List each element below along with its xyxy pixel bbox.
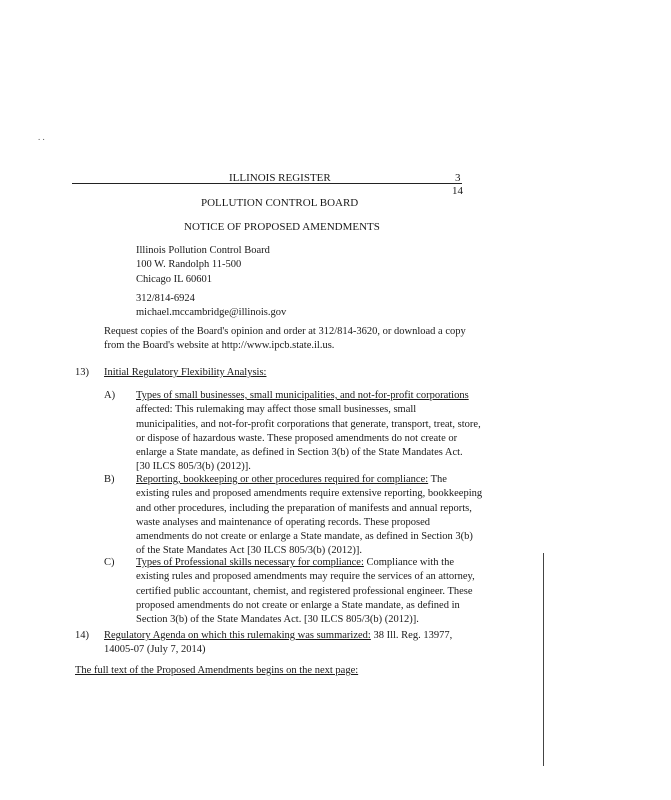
item-a-text <box>136 389 481 475</box>
request-copies-paragraph <box>104 325 466 354</box>
address-line: Chicago IL 60601 <box>136 273 213 285</box>
item-b-line: amendments do not create or enlarge a State mandate, as defined in Section 3(b) <box>136 531 473 543</box>
item-a-line: or dispose of hazardous waste. These proposed amendments do not create or <box>136 432 458 444</box>
request-line: from the Board's website at http://www.ipcb.state.il.us. <box>104 340 335 352</box>
item-a-heading: Types of small businesses, small municipalities, and not-for-profit corporations <box>136 390 469 401</box>
item-a-line: affected: This rulemaking may affect those small businesses, small <box>136 404 417 416</box>
item-c-heading-rest: Compliance with the <box>363 557 454 568</box>
item-c-line: existing rules and proposed amendments may require the services of an attorney, <box>136 571 475 583</box>
contact-email: michael.mccambridge@illinois.gov <box>136 307 287 319</box>
header-rule <box>72 183 462 184</box>
item-a-line: municipalities, and not-for-profit corporations that generate, transport, treat, store, <box>136 418 481 430</box>
section-14-number: 14) <box>75 630 89 641</box>
item-b-line: waste analyses and maintenance of operating records. These proposed <box>136 516 430 528</box>
item-b-heading-line <box>136 473 482 487</box>
item-c-text <box>136 556 475 627</box>
agency-title: POLLUTION CONTROL BOARD <box>201 197 359 209</box>
item-c-heading: Types of Professional skills necessary for compliance: <box>136 557 364 568</box>
item-b-line: of the State Mandates Act [30 ILCS 805/3(b) (2012)]. <box>136 545 362 557</box>
section-14-line2: 14005-07 (July 7, 2014) <box>104 644 206 656</box>
scan-marks: . . <box>38 132 45 142</box>
item-b-line: and other procedures, including the preparation of manifests and annual reports, <box>136 502 472 514</box>
contact-block <box>136 292 286 321</box>
item-a-letter: A) <box>104 390 116 401</box>
item-c-heading-line <box>136 556 475 570</box>
item-c-line: proposed amendments do not create or enlarge a State mandate, as defined in <box>136 599 460 611</box>
contact-phone: 312/814-6924 <box>136 293 195 304</box>
issue-number: 14 <box>452 185 463 197</box>
address-line: 100 W. Randolph 11-500 <box>136 259 242 271</box>
footer-note: The full text of the Proposed Amendments begins on the next page: <box>75 665 359 676</box>
item-c-letter: C) <box>104 557 115 568</box>
item-c-line: Section 3(b) of the State Mandates Act. [30 ILCS 805/3(b) (2012)]. <box>136 614 419 626</box>
item-b-text <box>136 473 482 559</box>
section-13-number: 13) <box>75 367 89 378</box>
notice-title: NOTICE OF PROPOSED AMENDMENTS <box>184 221 380 233</box>
revision-bar <box>543 553 544 766</box>
section-13-title: Initial Regulatory Flexibility Analysis: <box>104 367 267 378</box>
address-line: Illinois Pollution Control Board <box>136 245 270 256</box>
item-b-heading-rest: The <box>428 474 447 485</box>
register-title: ILLINOIS REGISTER <box>229 172 331 184</box>
section-14-rest: 38 Ill. Reg. 13977, <box>370 630 453 641</box>
item-b-line: existing rules and proposed amendments require extensive reporting, bookkeeping <box>136 488 483 500</box>
section-14-heading-line <box>104 629 452 643</box>
item-b-heading: Reporting, bookkeeping or other procedures required for compliance: <box>136 474 429 485</box>
request-line: Request copies of the Board's opinion and order at 312/814-3620, or download a copy <box>104 326 466 337</box>
section-14-title: Regulatory Agenda on which this rulemaking was summarized: <box>104 630 371 641</box>
item-a-line: enlarge a State mandate, as defined in Section 3(b) of the State Mandates Act. <box>136 447 463 459</box>
page-number: 3 <box>455 172 461 184</box>
item-a-line: [30 ILCS 805/3(b) (2012)]. <box>136 461 251 473</box>
item-c-line: certified public accountant, chemist, and registered professional engineer. These <box>136 585 473 597</box>
section-14-text <box>104 629 452 658</box>
address-block <box>136 244 270 287</box>
item-b-letter: B) <box>104 474 115 485</box>
